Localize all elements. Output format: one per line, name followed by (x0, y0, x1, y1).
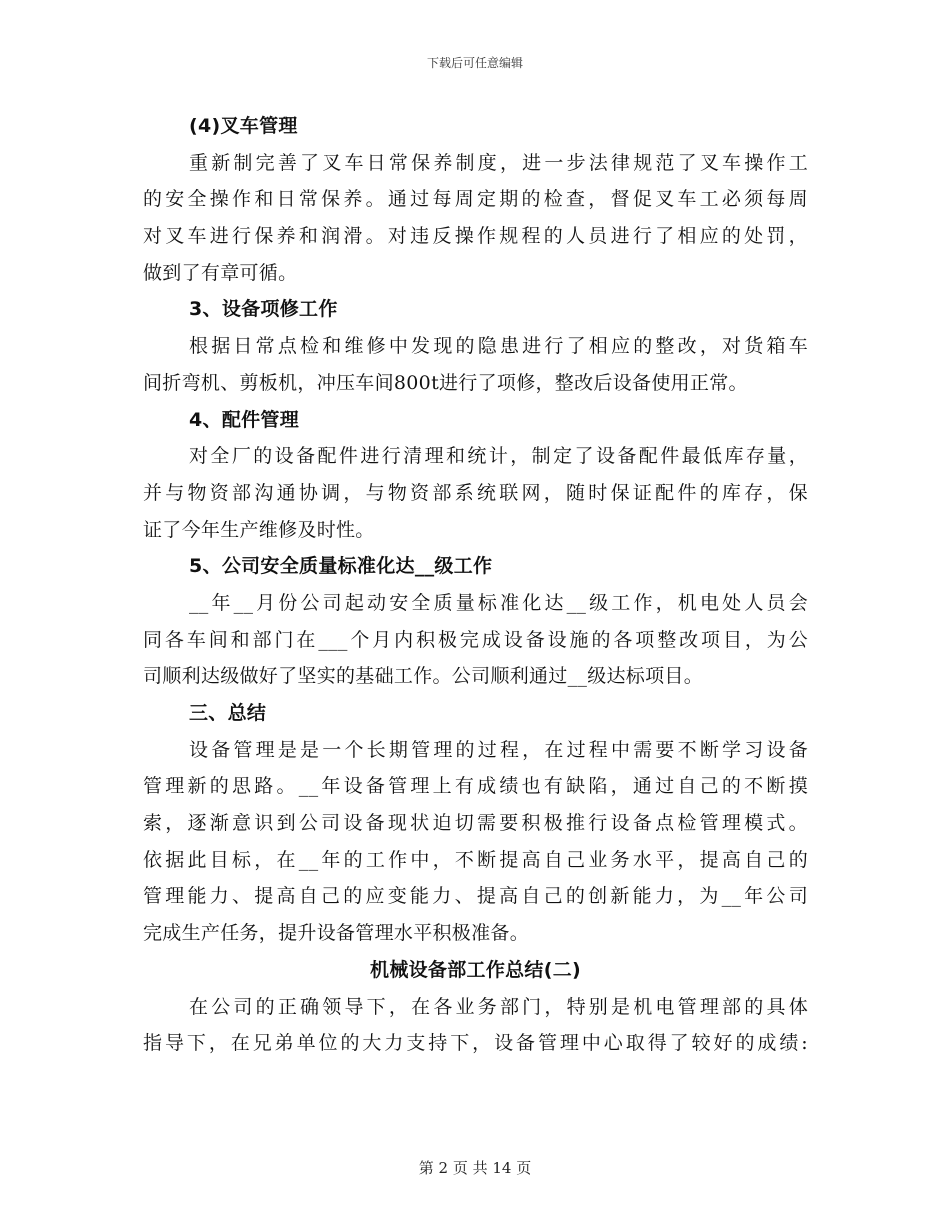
paragraph-line: 证了今年生产维修及时性。 (143, 518, 375, 541)
paragraph-line: 间折弯机、剪板机，冲压车间800t进行了项修，整改后设备使用正常。 (143, 371, 748, 394)
section-heading-forklift: (4)叉车管理 (189, 115, 298, 137)
paragraph-line: 在公司的正确领导下，在各业务部门，特别是机电管理部的具体 (189, 995, 808, 1018)
paragraph-line: 完成生产任务，提升设备管理水平积极准备。 (143, 922, 530, 945)
page-header: 下载后可任意编辑 (426, 56, 523, 70)
document-body (143, 108, 808, 1062)
section-heading-parts: 4、配件管理 (189, 408, 300, 431)
paragraph-line: 对叉车进行保养和润滑。对违反操作规程的人员进行了相应的处罚， (143, 225, 808, 248)
paragraph-line: 管理新的思路。__年设备管理上有成绩也有缺陷，通过自己的不断摸 (143, 775, 808, 798)
page-footer: 第 2 页 共 14 页 (418, 1159, 532, 1177)
paragraph-line: 设备管理是是一个长期管理的过程，在过程中需要不断学习设备 (189, 738, 808, 761)
paragraph-line: 指导下，在兄弟单位的大力支持下，设备管理中心取得了较好的成绩: (143, 1032, 808, 1055)
paragraph-line: 根据日常点检和维修中发现的隐患进行了相应的整改，对货箱车 (189, 335, 808, 358)
paragraph-line: 索，逐渐意识到公司设备现状迫切需要积极推行设备点检管理模式。 (143, 812, 808, 835)
paragraph-line: 同各车间和部门在___个月内积极完成设备设施的各项整改项目，为公 (143, 628, 808, 651)
paragraph-line: 做到了有章可循。 (143, 261, 298, 284)
paragraph-line: __年__月份公司起动安全质量标准化达__级工作，机电处人员会 (189, 591, 808, 614)
paragraph-line: 重新制完善了叉车日常保养制度，进一步法律规范了叉车操作工 (189, 151, 808, 174)
section-heading-summary: 三、总结 (189, 702, 267, 724)
section-heading-repair: 3、设备项修工作 (189, 298, 338, 321)
paragraph-line: 依据此目标，在__年的工作中，不断提高自己业务水平，提高自己的 (143, 848, 808, 871)
document-title: 机械设备部工作总结(二) (370, 958, 581, 981)
section-heading-safety: 5、公司安全质量标准化达__级工作 (189, 555, 493, 578)
paragraph-line: 的安全操作和日常保养。通过每周定期的检查，督促叉车工必须每周 (143, 188, 808, 211)
paragraph-line: 管理能力、提高自己的应变能力、提高自己的创新能力，为__年公司 (143, 885, 808, 908)
paragraph-line: 并与物资部沟通协调，与物资部系统联网，随时保证配件的库存，保 (143, 481, 808, 504)
paragraph-line: 司顺利达级做好了坚实的基础工作。公司顺利通过__级达标项目。 (143, 665, 704, 688)
paragraph-line: 对全厂的设备配件进行清理和统计，制定了设备配件最低库存量， (189, 445, 808, 468)
